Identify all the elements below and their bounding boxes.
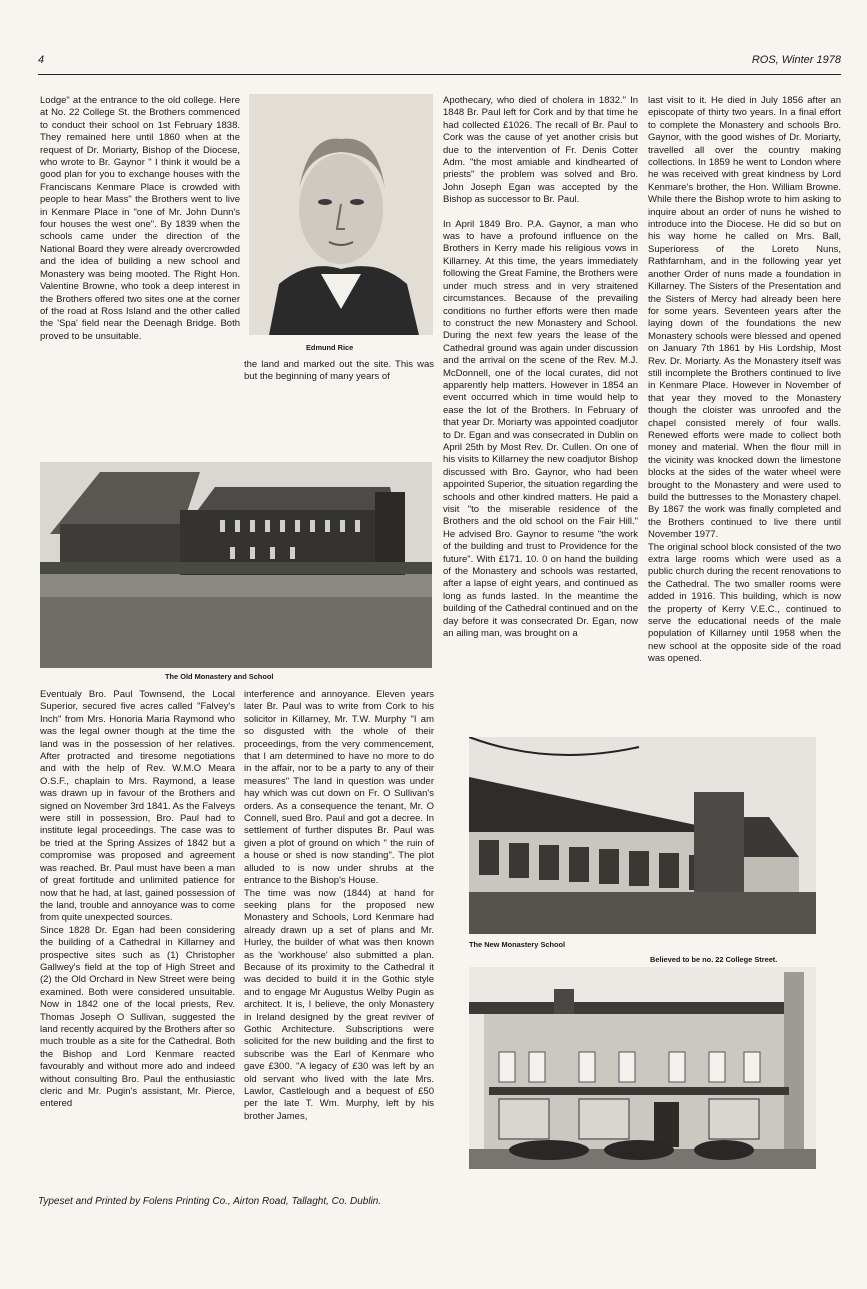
paragraph: The original school block consisted of the two extra large rooms which were used as a public church during the recent renovations to the Cathedral. The two smaller rooms were added in 1916. This building, which is now the property of Kerry V.E.C., continued to serve the educational needs of the male population of Killarney until 1958 when the new school at the opposite side of the road was opened. xyxy=(648,541,841,665)
page-number: 4 xyxy=(38,54,45,66)
new-monastery-photo xyxy=(469,737,816,934)
header-rule xyxy=(38,74,841,75)
paragraph: the land and marked out the site. This was but the beginning of many years of xyxy=(244,359,434,383)
old-monastery-photo xyxy=(40,462,432,668)
column-4 xyxy=(648,95,841,666)
issue-label: ROS, Winter 1978 xyxy=(751,54,841,66)
paragraph: last visit to it. He died in July 1856 after an episcopate of thirty two years. In a final effort to complete the Monastery and schools Bro. Gaynor, with the good wishes of Dr. Moriarty, travelled all over the country making collections. In 1859 he went to London where he was received with great kindness by Lord Kenmare's brother, the Hon. William Browne. While there the Bishop wrote to him asking to inquire about an order of nuns he wished to introduce into the Diocese. He did so but on his way home he called on Mrs. Ball, Superioress of the Loreto Nuns, Rathfarnham, and in the following year yet another Order of nuns made a foundation in Killarney. The Sisters of the Presentation and the Sisters of Mercy had already been here for some years. Seventeen years after the laying down of the foundations the new Monastery schools were blessed and opened on January 7th 1861 by His Lordship, Most Rev. Dr. Moriarty. As the Monastery itself was still incomplete the Brothers continued to live in Kenmare Place. However in November of that year they moved to the Monastery though the cloister was unroofed and the chapel consisted merely of four walls. Renewed efforts were made to collect both money and material. When the flour mill in the vicinity was knocked down the limestone blocks at the sides of the water wheel were brought to the Monastery and were used to build the buttresses to the Monastery chapel. By 1867 the work was finally completed and the Brothers continued to live there until November 1977. xyxy=(648,95,841,541)
paragraph: The time was now (1844) at hand for seeking plans for the proposed new Monastery and Schools, Lord Kenmare had already drawn up a set of plans and Mr. Hurley, the builder of what was then known as the 'workhouse' also submitted a plan. Because of its proximity to the Cathedral it was decided to build it in the Gothic style and to engage Mr Augustus Welby Pugin as architect. It is, I believe, the only Monastery in Ireland designed by the great reviver of Gothic Architecture. Subscriptions were solicited for the new building and the first to subscribe was the Earl of Kenmare who gave £300. "A legacy of £30 was left by an old servant who lived with the late Mrs. Lawlor, Castlelough and a bequest of £50 per the late T. Wm. Murphy, left by his brother James, xyxy=(244,887,434,1122)
new-monastery-caption: The New Monastery School xyxy=(469,940,566,949)
paragraph: Apothecary, who died of cholera in 1832." In 1848 Br. Paul left for Cork and by that time he had collected £1026. The recall of Br. Paul to Cork was the cause of yet another crisis but due to the intervention of Fr. Denis Cotter Adm. "the most amiable and kindhearted of priests" the problem was solved and Bro. John Joseph Egan was accepted by the Bishop as successor to Br. Paul. xyxy=(443,95,638,206)
paragraph: Eventualy Bro. Paul Townsend, the Local Superior, secured five acres called "Falvey's Inch" from Mrs. Honoria Maria Raymond who was the legal owner though at the time the land was in the possession of her relatives. After protracted and tiresome negotiations and with the help of Rev. W.M.O Meara O.S.F., chaplain to Mrs. Raymond, a lease was drawn up in favour of the Brothers and signed on November 3rd 1841. As the Falveys were still in possession, Bro. Paul had to institute legal proceedings. The case was to be tried at the Spring Assizes of 1842 but a compromise was proposed and agreement was reached. Br. Paul must have been a man of great fortitude and unlimited patience for now that he had, at last, gained possession of the land, trouble and annoyance was to come from quite unexpected sources. xyxy=(40,689,235,924)
college-street-caption: Believed to be no. 22 College Street. xyxy=(650,955,778,964)
edmund-rice-portrait xyxy=(249,94,433,335)
paragraph: Lodge" at the entrance to the old college. Here at No. 22 College St. the Brothers commenced to conduct their school on 1st February 1838. They remained here until 1860 when at the request of Dr. Moriarty, Bishop of the Diocese, who wrote to Br. Gaynor " I think it would be a good plan for you to exchange houses with the Franciscans Kenmare Place is crowded with people to hear Mass" the Brothers went to live in Kenmare Place in "one of Mr. John Dunn's four houses the west one". By 1839 when the schools came under the direction of the National Board they were already overcrowded and the idea of building a new school and Monastery was being mooted. The Right Hon. Valentine Browne, who took a deep interest in the Brothers offered two sites one at the corner of the road at Ross Island and the other called the 'Spa' field near the Deenagh Bridge. Both proved to be unsuitable. xyxy=(40,95,240,342)
page-header xyxy=(38,54,841,74)
footer-credit: Typeset and Printed by Folens Printing Co., Airton Road, Tallaght, Co. Dublin. xyxy=(38,1196,382,1207)
column-3 xyxy=(443,95,638,640)
portrait-caption: Edmund Rice xyxy=(306,343,354,352)
paragraph: Since 1828 Dr. Egan had been considering the building of a Cathedral in Killarney and prospective sites such as (1) Christopher Gallwey's field at the top of High Street and (2) the Old Orchard in New Street were being examined. Both were considered unsuitable. Now in 1842 one of the local priests, Rev. Thomas Joseph O Sullivan, suggested the land recently acquired by the Brothers after so much trouble as a site for the Cathedral. Both the Bishop and Lord Kenmare reacted favourably and without more ado and indeed without consulting Bro. Paul the enthusiastic cleric and Mr. Pugin's assistant, Mr. Pierce, entered xyxy=(40,924,235,1110)
paragraph: In April 1849 Bro. P.A. Gaynor, a man who was to have a profound influence on the Brothers in Kerry made his religious vows in Killarney. At this time, the years immediately following the Great Famine, the Brothers were under much stress and in very straitened circumstances. Because of the prevailing conditions no further efforts were then made to construct the new Monastery and School. During the next few years the lease of the Cathedral ground was again under discussion and the arrival on the scene of the Rev. M.J. McDonnell, one of the local curates, did not apparently help matters. However in 1854 an event occurred which in time would help to ease the lot of the Brothers. In February of that year Dr. Moriarty was appointed coadjutor to Dr. Egan and was consecrated in Dublin on April 25th by Most Rev. Dr. Cullen. On one of his visits to Killarney the new coadjutor Bishop discussed with Bro. Gaynor, who had been appointed Superior, the situation regarding the schools and other kindred matters. He paid a visit "to the miserable residence of the Brothers and the old school on the Fair Hill." He advised Bro. Gaynor to resume "the work of the building and trust to Providence for the future". With £171. 10. 0 on hand the building of the Monastery and schools was restarted, after a lapse of eight years, and continued as long as funds lasted. In the meantime the building of the Cathedral continued and on the day before it was consecrated Dr. Egan, now an ailing man, was brought on a xyxy=(443,218,638,640)
column-1-bottom xyxy=(40,689,235,1111)
column-1-top xyxy=(40,95,240,343)
column-2-bottom xyxy=(244,689,434,1123)
column-2-top xyxy=(244,359,434,384)
paragraph: interference and annoyance. Eleven years later Br. Paul was to write from Cork to his solicitor in Killarney, Mr. T.W. Murphy "I am so disgusted with the whole of their proceedings, from the very commencement, that I am determined to have no more to do in the affair, nor to be a party to any of their measures" The land in question was under hay which was cut down on Fr. O Sullivan's orders. As a consequence the tenant, Mr. O Connell, sued Bro. Paul and got a decree. In settlement of further disputes Br. Paul was given a plot of ground on which " the ruin of a house or shed is now standing". The plot alluded to is now under shrubs at the entrance to the Bishop's House. xyxy=(244,689,434,887)
college-street-photo xyxy=(469,967,816,1169)
old-monastery-caption: The Old Monastery and School xyxy=(165,672,274,681)
